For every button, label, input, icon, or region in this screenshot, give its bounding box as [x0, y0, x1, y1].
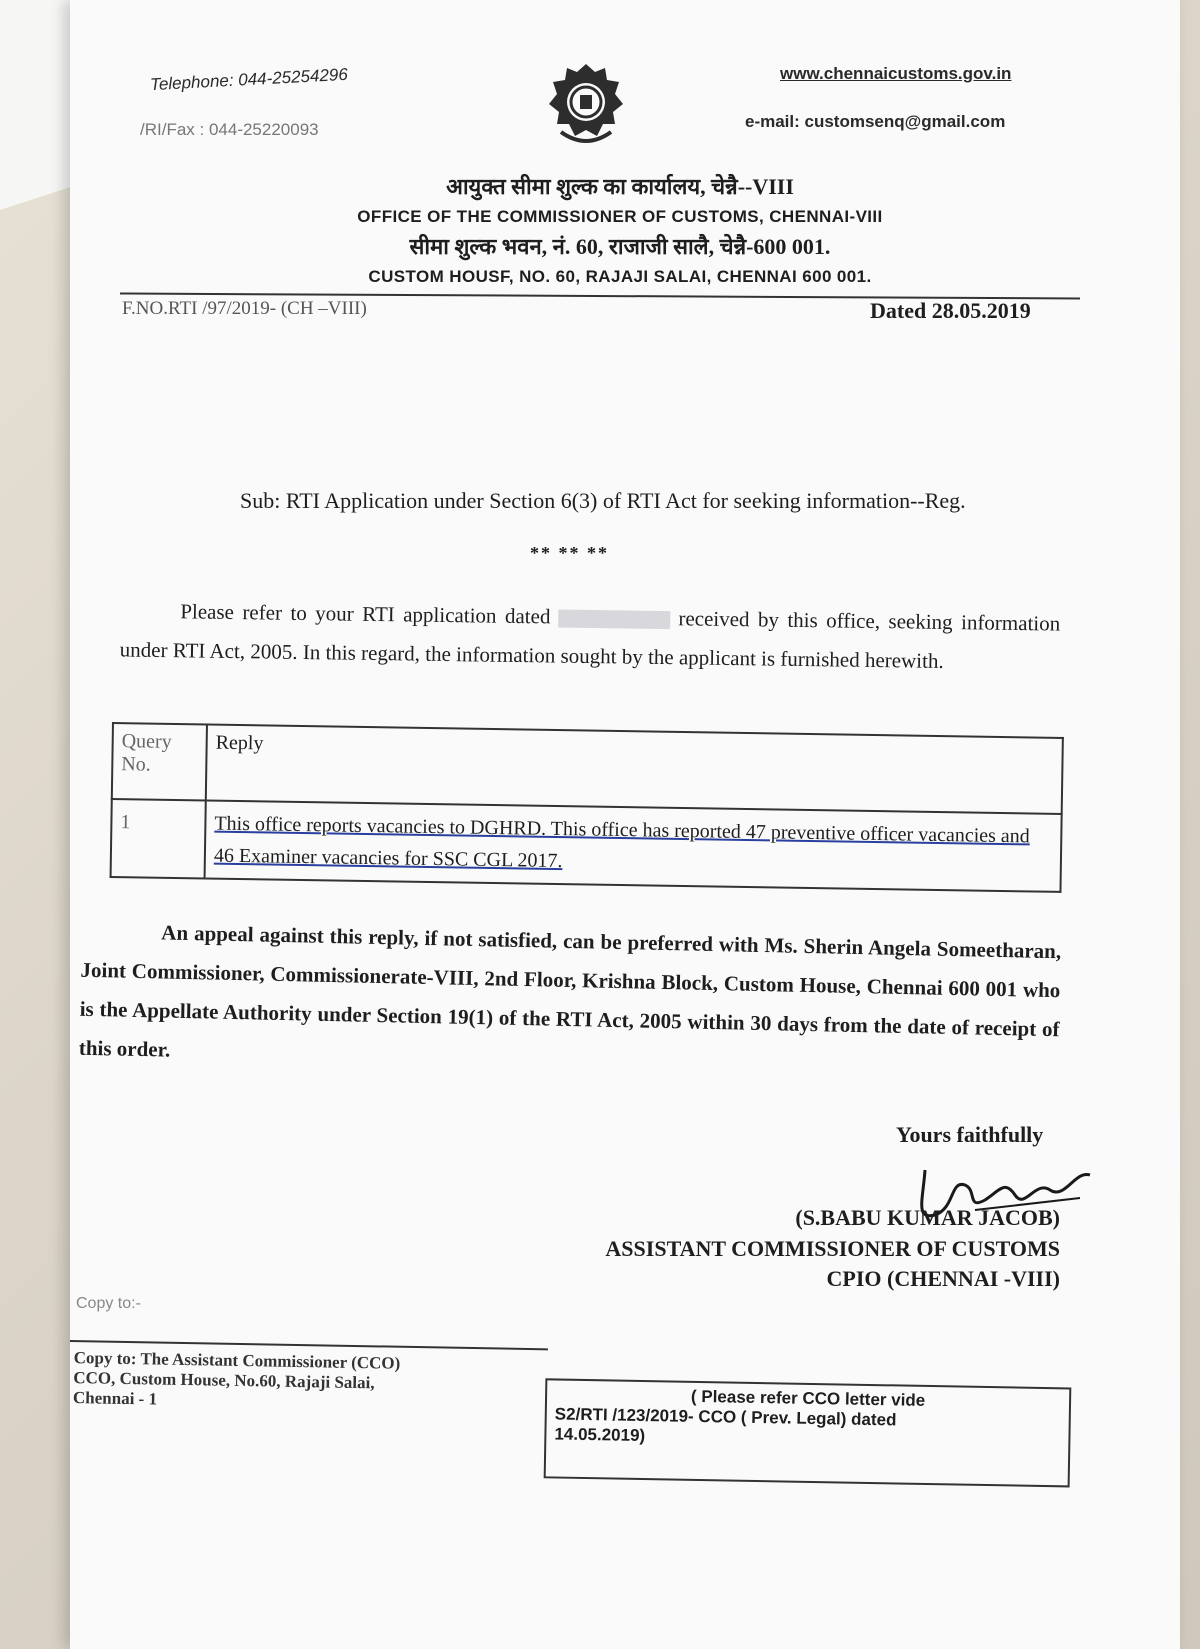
office-header	[300, 172, 940, 292]
customs-emblem-icon	[545, 60, 627, 146]
email-text: e-mail: customsenq@gmail.com	[745, 112, 1006, 131]
appeal-paragraph	[78, 912, 1061, 1088]
signatory-name: (S.BABU KUMAR JACOB)	[795, 1205, 1060, 1230]
reply-table	[110, 722, 1064, 893]
closing-salutation: Yours faithfully	[896, 1122, 1044, 1147]
intro-paragraph	[120, 591, 1061, 682]
copy-to-box	[68, 1340, 1060, 1487]
reply-cell: This office reports vacancies to DGHRD. This office has reported 47 preventive officer vacancies and 46 Examiner vacancies for SSC CGL 2017.	[205, 800, 1062, 891]
signatory-block	[540, 1234, 1060, 1294]
office-name-hindi: आयुक्त सीमा शुल्क का कार्यालय, चेन्नै--VIII	[446, 174, 794, 199]
table-row	[111, 799, 1062, 892]
copy-reference-line1: ( Please refer CCO letter vide	[690, 1386, 926, 1410]
subject-line: Sub: RTI Application under Section 6(3) of RTI Act for seeking information--Reg.	[240, 488, 966, 513]
copy-reference-line3: 14.05.2019)	[554, 1424, 646, 1446]
copy-reference	[544, 1378, 1072, 1487]
signatory-office: CPIO (CHENNAI -VIII)	[826, 1266, 1060, 1291]
office-name-english: OFFICE OF THE COMMISSIONER OF CUSTOMS, CHENNAI-VIII	[357, 207, 883, 226]
signatory-designation: ASSISTANT COMMISSIONER OF CUSTOMS	[605, 1236, 1060, 1261]
appeal-text: An appeal against this reply, if not satisfied, can be preferred with Ms. Sherin Angela Someetharan, Joint Commissioner, Commissionerate-VIII, 2nd Floor, Krishna Block, Custom House, Chennai 600 001 who is the Appellate Authority under Section 19(1) of the RTI Act, 2005 within 30 days from the date of receipt of this order.	[78, 920, 1062, 1062]
fax-text: /RI/Fax : 044-25220093	[140, 120, 319, 139]
separator: ** ** **	[530, 543, 609, 563]
letter-date: Dated 28.05.2019	[870, 298, 1031, 323]
office-address-english: CUSTOM HOUSF, NO. 60, RAJAJI SALAI, CHENNAI 600 001.	[368, 267, 872, 286]
file-number: F.NO.RTI /97/2019- (CH –VIII)	[122, 298, 367, 319]
query-no-cell: 1	[111, 799, 206, 878]
office-address-hindi: सीमा शुल्क भवन, नं. 60, राजाजी सालै, चेन्नै-600 001.	[409, 234, 831, 259]
copy-recipient-line2: CCO, Custom House, No.60, Rajaji Salai,	[73, 1368, 375, 1393]
redacted-date	[558, 610, 670, 630]
copy-to-recipient	[68, 1340, 548, 1454]
copy-recipient-line3: Chennai - 1	[72, 1388, 158, 1409]
intro-text-a: Please refer to your RTI application dated	[180, 599, 551, 629]
copy-reference-line2: S2/RTI /123/2019- CCO ( Prev. Legal) dated	[554, 1404, 897, 1430]
reply-header: Reply	[206, 724, 1063, 813]
copy-to-label: Copy to:-	[76, 1295, 141, 1312]
telephone-text: Telephone: 044-25254296	[149, 64, 349, 95]
intro-text-b: received by this office, seeking information under RTI Act, 2005. In this regard, the information sought by the applicant is furnished herewith.	[119, 606, 1061, 673]
query-no-header: Query No.	[112, 723, 207, 800]
copy-recipient-line1: Copy to: The Assistant Commissioner (CCO)	[73, 1348, 401, 1373]
website-link[interactable]: www.chennaicustoms.gov.in	[780, 64, 1012, 83]
